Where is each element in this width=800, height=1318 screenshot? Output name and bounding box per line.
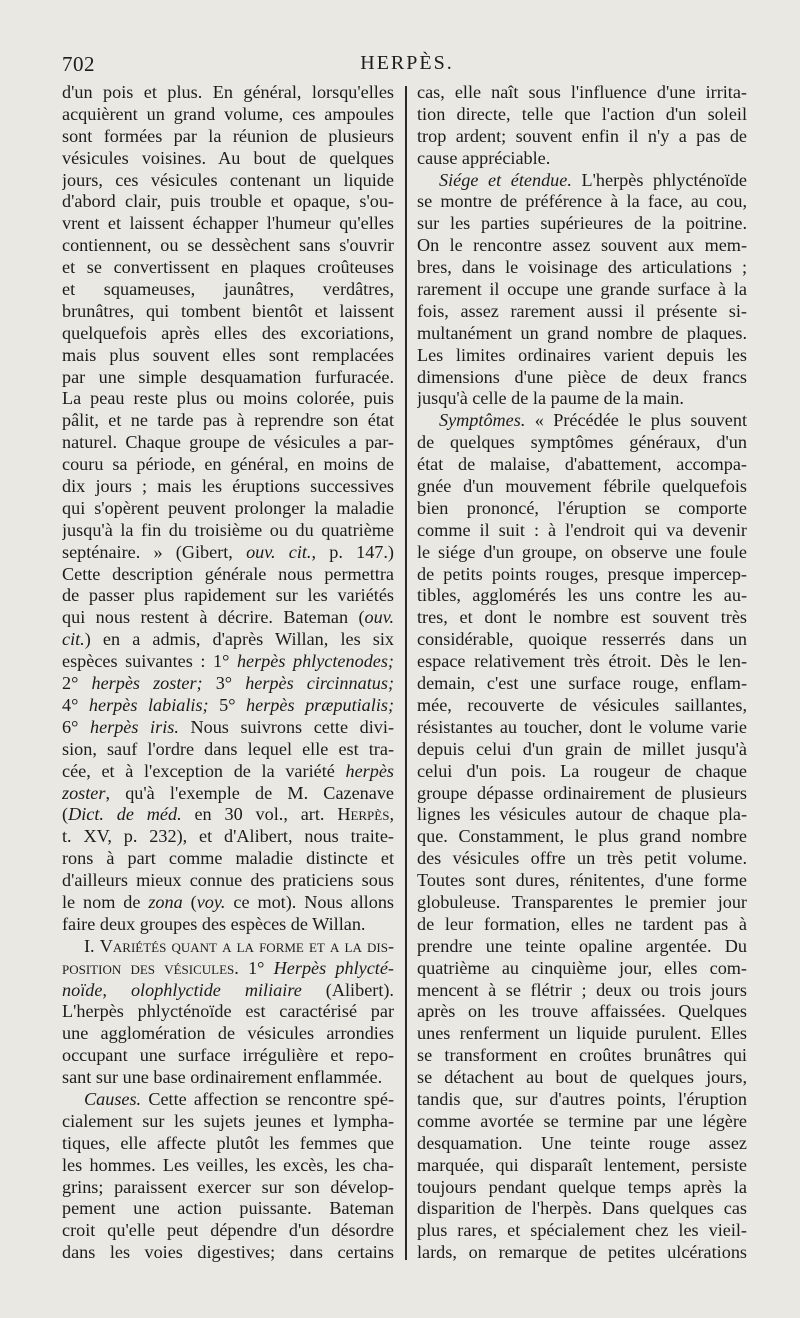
text-line [417, 213, 747, 235]
text-run: , qu'à l'exemple de M. Cazenave [105, 782, 394, 803]
text-run: espace relativement très étroit. Dès le len- [417, 651, 747, 672]
text-line [62, 410, 394, 432]
text-line [62, 454, 394, 476]
text-line [62, 1089, 394, 1111]
text-line [62, 235, 394, 257]
text-line [417, 607, 747, 629]
text-line [62, 980, 394, 1002]
text-run: prendre une teinte opaline argentée. Du [417, 935, 747, 956]
text-line [417, 432, 747, 454]
text-line [62, 1155, 394, 1177]
text-line [62, 739, 394, 761]
text-line [417, 761, 747, 783]
text-line [417, 673, 747, 695]
text-run: ouv. cit. [246, 541, 312, 562]
text-run: Dict. de méd. [68, 804, 182, 825]
text-run: 2° [62, 673, 92, 694]
text-line [62, 585, 394, 607]
text-run: Causes. [84, 1088, 142, 1109]
text-run: acquièrent un grand volume, ces ampoules [62, 103, 394, 124]
text-line [62, 432, 394, 454]
text-run: herpès præputialis; [246, 694, 394, 715]
page-number: 702 [62, 52, 95, 76]
text-run: herpès phlyctenodes; [236, 651, 394, 672]
text-run: rons à part comme maladie distincte et [62, 848, 394, 869]
text-run: ouv. [364, 607, 394, 628]
text-run: multanément un grand nombre de plaques. [417, 322, 747, 343]
text-line [62, 323, 394, 345]
text-run: lards, on remarque de petites ulcérations [417, 1242, 747, 1263]
text-run: dimensions d'une pièce de deux francs [417, 366, 747, 387]
text-line [62, 476, 394, 498]
text-line [62, 607, 394, 629]
text-line [417, 345, 747, 367]
text-run: Cette description générale nous permettra [62, 563, 394, 584]
text-run: sont formées par la réunion de plusieurs [62, 125, 394, 146]
text-run: desquamation. Une teinte rouge assez [417, 1132, 747, 1153]
text-line [417, 454, 747, 476]
text-run: qui s'opèrent peuvent prolonger la maladie [62, 497, 394, 518]
text-line [417, 279, 747, 301]
text-line [62, 826, 394, 848]
text-run: groupe dépasse ordinairement de plusieurs [417, 782, 747, 803]
text-run: La peau reste plus ou moins colorée, puis [62, 388, 394, 409]
text-run: par une simple desquamation furfuracée. [62, 366, 394, 387]
text-line [62, 1001, 394, 1023]
text-run: occupant une surface irrégulière et repo- [62, 1045, 394, 1066]
text-line [62, 82, 394, 104]
text-run: Herpès [337, 804, 390, 825]
text-line [417, 520, 747, 542]
text-run: tiques, elle affecte plutôt les femmes que [62, 1132, 394, 1153]
text-line [417, 651, 747, 673]
text-run: sur les parties supérieures de la poitrine. [417, 213, 747, 234]
text-run: jusqu'à la fin du troisième ou du quatrième [62, 519, 394, 540]
text-run: tandis que, sur d'autres points, l'éruption [417, 1088, 747, 1109]
text-line [417, 739, 747, 761]
text-run: lignes les vésicules autour de chaque pla- [417, 804, 747, 825]
text-run: se transforment en croûtes brunâtres qui [417, 1045, 747, 1066]
text-run: cas, elle naît sous l'influence d'une irrita- [417, 82, 747, 102]
text-line [62, 148, 394, 170]
text-line [417, 170, 747, 192]
text-run: sion, sauf l'ordre dans lequel elle est tra- [62, 738, 394, 759]
text-line [417, 848, 747, 870]
text-line [417, 695, 747, 717]
text-line [62, 783, 394, 805]
text-run: de leur formation, elles ne tardent pas à [417, 913, 747, 934]
text-run: considérable, quoique resserrés dans un [417, 629, 747, 650]
text-run: « Précédée le plus souvent [525, 410, 747, 431]
text-run: et se convertissent en plaques croûteuses [62, 257, 394, 278]
text-run: plus rares, et spécialement chez les vieil- [417, 1220, 747, 1241]
text-run: (Alibert). [301, 979, 394, 1000]
text-line [62, 213, 394, 235]
text-run: grins; paraissent exercer sur son dévelop- [62, 1176, 394, 1197]
text-run: tres, et dont le nombre est souvent très [417, 607, 747, 628]
text-line [62, 367, 394, 389]
text-run: que. Constamment, le plus grand nombre [417, 826, 747, 847]
text-run: On le rencontre assez souvent aux mem- [417, 235, 747, 256]
text-run: et squameuses, jaunâtres, verdâtres, [62, 279, 394, 300]
column-divider [405, 86, 407, 1260]
text-run: , [389, 804, 394, 825]
text-run: 6° [62, 716, 90, 737]
text-line [62, 301, 394, 323]
text-run: jusqu'à celle de la paume de la main. [417, 388, 684, 409]
text-run: en 30 vol., art. [181, 804, 338, 825]
text-line [417, 257, 747, 279]
text-run: ce mot). Nous allons [225, 891, 394, 912]
text-line [62, 388, 394, 410]
text-line [62, 1220, 394, 1242]
text-run: cée, et à l'exception de la variété [62, 760, 346, 781]
text-line [62, 673, 394, 695]
text-run: Cette affection se rencontre spé- [141, 1088, 394, 1109]
text-run: unes renferment un liquide purulent. Elles [417, 1023, 747, 1044]
text-run: vésicules voisines. Au bout de quelques [62, 147, 394, 168]
text-run: mencent à se flétrir ; deux ou trois jours [417, 979, 747, 1000]
text-run: 3° [202, 673, 246, 694]
text-line [417, 1089, 747, 1111]
text-run: Siége et étendue. [439, 169, 572, 190]
text-line [417, 1242, 747, 1264]
text-run: cause appréciable. [417, 147, 551, 168]
text-line [62, 104, 394, 126]
text-run: faire deux groupes des espèces de Willan. [62, 913, 366, 934]
text-run: position des vésicules [62, 957, 235, 978]
text-line [62, 695, 394, 717]
text-run: pâlit, et ne tarde pas à reprendre son état [62, 410, 394, 431]
text-line [62, 1242, 394, 1264]
text-run: noïde, olophlyctide miliaire [62, 979, 302, 1000]
text-run: après on les trouve affaissées. Quelques [417, 1001, 747, 1022]
text-run: le siége d'un groupe, on observe une foule [417, 541, 747, 562]
text-line [417, 980, 747, 1002]
text-run: espèces suivantes : 1° [62, 651, 237, 672]
text-line [62, 257, 394, 279]
page-header [62, 52, 752, 82]
text-run: marquée, qui disparaît lentement, persiste [417, 1154, 747, 1175]
text-run: herpès zoster; [91, 673, 203, 694]
text-run: depuis celui d'un grain de millet jusqu'à [417, 738, 747, 759]
text-run: de passer plus rapidement sur les variétés [62, 585, 394, 606]
text-line [62, 848, 394, 870]
text-run: zona [148, 891, 183, 912]
text-run: des vésicules offre un très petit volume. [417, 848, 747, 869]
text-line [62, 1198, 394, 1220]
text-run: I. [84, 935, 100, 956]
text-line [62, 1067, 394, 1089]
text-run: couru sa période, en général, en moins de [62, 454, 394, 475]
text-run: comme il suit : à l'endroit qui va devenir [417, 519, 747, 540]
text-run: jours, ces vésicules contenant un liquide [62, 169, 394, 190]
text-run: fois, assez rarement aussi il présente si- [417, 300, 747, 321]
text-line [62, 542, 394, 564]
text-line [417, 914, 747, 936]
text-line [417, 958, 747, 980]
text-line [417, 717, 747, 739]
text-run: disparition de l'herpès. Dans quelques cas [417, 1198, 747, 1219]
text-run: 5° [208, 694, 247, 715]
text-run: bres, dans le voisinage des articulations ; [417, 257, 747, 278]
text-run: Variétés quant a la forme et a la dis- [99, 935, 394, 956]
text-line [62, 279, 394, 301]
text-line [417, 498, 747, 520]
text-line [62, 345, 394, 367]
text-run: ) en a admis, d'après Willan, les six [84, 629, 394, 650]
text-run: tion directe, telle que l'action d'un soleil [417, 103, 747, 124]
text-line [417, 1111, 747, 1133]
text-line [62, 1177, 394, 1199]
text-run: herpès [345, 760, 394, 781]
text-run: brunâtres, qui tombent bientôt et laissent [62, 300, 394, 321]
text-line [417, 564, 747, 586]
text-line [417, 1067, 747, 1089]
text-line [62, 892, 394, 914]
text-line [417, 1045, 747, 1067]
text-line [62, 761, 394, 783]
text-run: Nous suivrons cette divi- [178, 716, 394, 737]
text-line [417, 410, 747, 432]
text-run: vrent et laissent échapper l'humeur qu'elles [62, 213, 394, 234]
text-run: d'abord clair, puis trouble et opaque, s'ou- [62, 191, 394, 212]
text-line [62, 1111, 394, 1133]
text-line [417, 585, 747, 607]
text-line [62, 870, 394, 892]
text-line [417, 1220, 747, 1242]
text-run: dix jours ; mais les éruptions successives [62, 476, 394, 497]
text-line [417, 82, 747, 104]
text-run: Symptômes. [439, 410, 526, 431]
text-line [417, 936, 747, 958]
text-run: cialement sur les sujets jeunes et lympha- [62, 1110, 394, 1131]
text-run: le nom de [62, 891, 149, 912]
text-line [417, 870, 747, 892]
text-line [417, 629, 747, 651]
text-line [417, 235, 747, 257]
text-line [417, 1198, 747, 1220]
text-line [62, 651, 394, 673]
text-line [417, 191, 747, 213]
text-line [417, 388, 747, 410]
text-line [417, 301, 747, 323]
text-line [417, 323, 747, 345]
text-run: croit qu'elle peut dépendre d'un désordre [62, 1220, 394, 1241]
text-run: pement une action puissante. Bateman [62, 1198, 394, 1219]
text-run: demain, c'est une surface rouge, enflam- [417, 673, 747, 694]
text-run: les hommes. Les veilles, les excès, les cha- [62, 1154, 394, 1175]
text-line [62, 804, 394, 826]
text-run: état de malaise, d'abattement, accompa- [417, 454, 747, 475]
text-line [417, 104, 747, 126]
text-run: de petits points rouges, presque impercep- [417, 563, 747, 584]
text-line [62, 170, 394, 192]
text-run: zoster [62, 782, 106, 803]
text-run: bien prononcé, l'éruption se comporte [417, 497, 747, 518]
text-line [62, 629, 394, 651]
text-line [417, 892, 747, 914]
text-line [62, 936, 394, 958]
text-line [417, 1023, 747, 1045]
text-line [417, 783, 747, 805]
running-head: HERPÈS. [360, 52, 454, 74]
text-line [62, 520, 394, 542]
text-line [417, 476, 747, 498]
text-run: L'herpès phlycténoïde est caractérisé par [62, 1001, 394, 1022]
text-run: Toutes sont dures, rénitentes, d'une forme [417, 870, 747, 891]
text-line [417, 1155, 747, 1177]
text-run: se détachent au bout de quelques jours, [417, 1067, 747, 1088]
text-run: trop ardent; souvent enfin il n'y a pas de [417, 125, 747, 146]
text-run: mée, recouverte de vésicules saillantes, [417, 694, 747, 715]
text-line [62, 564, 394, 586]
text-line [62, 1045, 394, 1067]
text-run: rarement il occupe une grande surface à la [417, 279, 747, 300]
text-line [62, 914, 394, 936]
text-run: toujours pendant quelque temps après la [417, 1176, 747, 1197]
text-run: herpès iris. [89, 716, 179, 737]
text-line [417, 826, 747, 848]
text-run: ( [62, 804, 69, 825]
text-run: sant sur une base ordinairement enflammée. [62, 1067, 383, 1088]
right-column [417, 82, 747, 1264]
text-run: de quelques symptômes généraux, d'un [417, 432, 747, 453]
text-line [417, 367, 747, 389]
text-run: dans les voies digestives; dans certains [62, 1242, 394, 1263]
text-line [417, 542, 747, 564]
text-run: t. XV, p. 232), et d'Alibert, nous traite- [62, 826, 394, 847]
text-run: gnée d'un mouvement fébrile quelquefois [417, 476, 747, 497]
text-run: cit. [62, 629, 85, 650]
text-run: celui d'un pois. La rougeur de chaque [417, 760, 747, 781]
text-run: 4° [62, 694, 89, 715]
text-run: herpès circinnatus; [245, 673, 394, 694]
text-line [417, 1177, 747, 1199]
text-run: tibles, agglomérés les uns contre les au- [417, 585, 747, 606]
text-run: , p. 147.) [311, 541, 394, 562]
text-run: quatrième au cinquième jour, elles com- [417, 957, 747, 978]
text-run: globuleuse. Transparentes le premier jour [417, 891, 747, 912]
text-line [417, 804, 747, 826]
text-line [62, 717, 394, 739]
text-line [62, 126, 394, 148]
text-run: Herpès phlycté- [273, 957, 394, 978]
text-line [62, 498, 394, 520]
text-run: d'un pois et plus. En général, lorsqu'elles [62, 82, 394, 102]
text-run: septénaire. » (Gibert, [62, 541, 247, 562]
text-line [62, 1133, 394, 1155]
text-run: d'ailleurs mieux connue des praticiens sous [62, 870, 394, 891]
text-run: contiennent, ou se dessèchent sans s'ouvrir [62, 235, 394, 256]
text-run: . 1° [234, 957, 274, 978]
text-run: résistantes au toucher, dont le volume varie [417, 716, 747, 737]
text-run: quelquefois après elles des excoriations, [62, 322, 394, 343]
text-run: voy. [196, 891, 226, 912]
text-line [417, 1133, 747, 1155]
text-run: comme avortée se termine par une légère [417, 1110, 747, 1131]
text-line [417, 126, 747, 148]
text-line [62, 191, 394, 213]
text-line [417, 148, 747, 170]
text-line [62, 1023, 394, 1045]
text-run: L'herpès phlycténoïde [571, 169, 747, 190]
text-run: Les limites ordinaires varient depuis les [417, 344, 747, 365]
text-run: ( [182, 891, 197, 912]
text-run: une agglomération de vésicules arrondies [62, 1023, 394, 1044]
text-run: se montre de préférence à la face, au cou, [417, 191, 747, 212]
text-run: qui nous restent à décrire. Bateman ( [62, 607, 365, 628]
text-run: naturel. Chaque groupe de vésicules a par- [62, 432, 394, 453]
text-line [417, 1001, 747, 1023]
text-run: mais plus souvent elles sont remplacées [62, 344, 394, 365]
text-line [62, 958, 394, 980]
left-column [62, 82, 394, 1264]
text-run: herpès labialis; [88, 694, 209, 715]
